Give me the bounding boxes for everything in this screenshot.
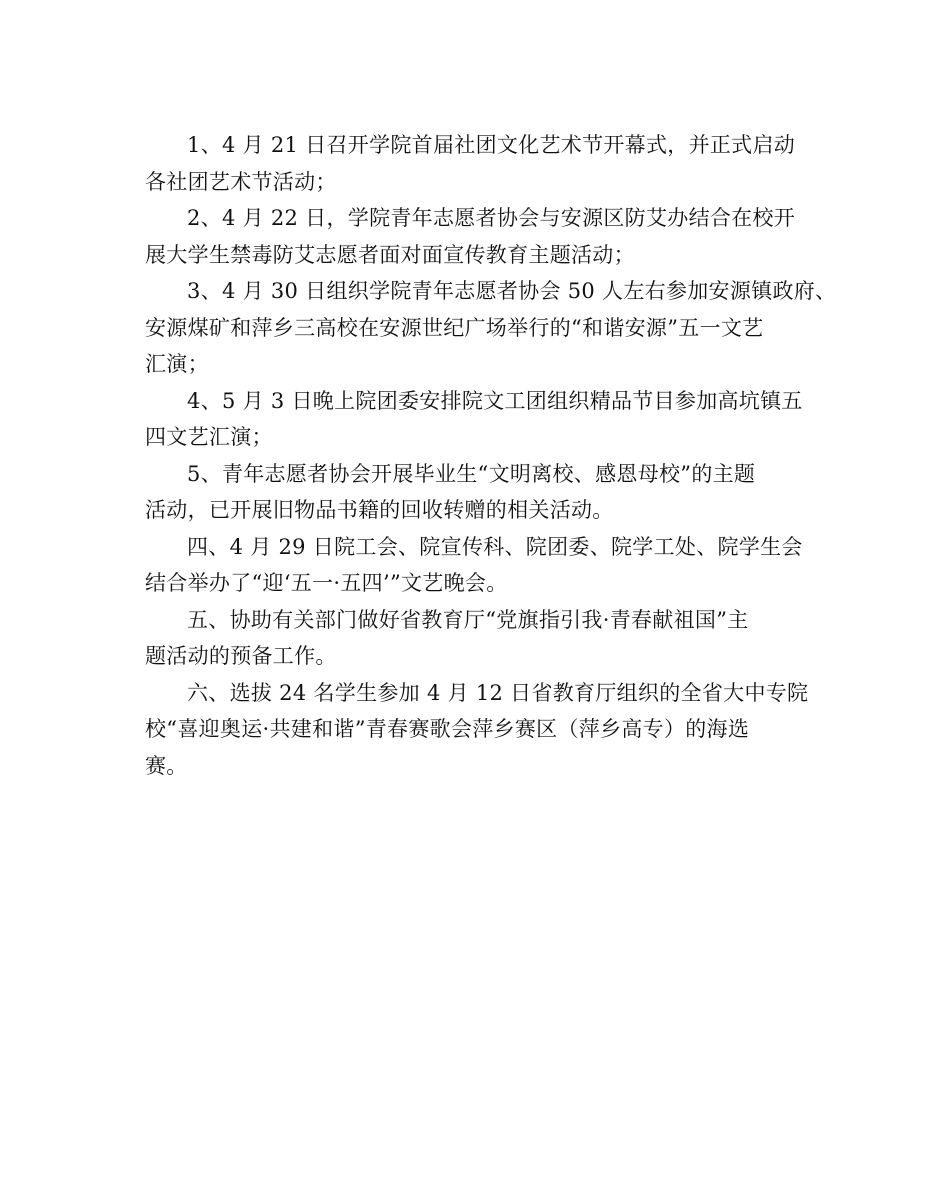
paragraph-activity-2 [145,200,805,273]
document-body [145,127,837,784]
paragraph-line: 5、青年志愿者协会开展毕业生“文明离校、感恩母校”的主题 [187,461,756,486]
paragraph-section-4 [145,529,805,602]
paragraph-line: 四文艺汇演； [145,425,273,449]
paragraph-activity-5 [145,456,805,529]
paragraph-line: 3、4 月 30 日组织学院青年志愿者协会 50 人左右参加安源镇政府、 [187,279,837,303]
paragraph-line: 赛。 [145,753,188,778]
paragraph-line: 校“喜迎奥运·共建和谐”青春赛歌会萍乡赛区（萍乡高专）的海选 [145,717,750,741]
paragraph-activity-1 [145,127,805,200]
paragraph-section-5 [145,602,805,675]
paragraph-activity-4 [145,383,805,456]
paragraph-line: 六、选拔 24 名学生参加 4 月 12 日省教育厅组织的全省大中专院 [187,680,809,705]
paragraph-activity-3 [145,273,837,383]
paragraph-line: 题活动的预备工作。 [145,644,337,668]
paragraph-line: 4、5 月 3 日晚上院团委安排院文工团组织精品节目参加高坑镇五 [187,388,803,413]
paragraph-line: 2、4 月 22 日，学院青年志愿者协会与安源区防艾办结合在校开 [187,206,796,230]
paragraph-section-6 [145,675,809,785]
paragraph-line: 结合举办了“迎‘五一·五四’”文艺晚会。 [145,571,508,595]
paragraph-line: 四、4 月 29 日院工会、院宣传科、院团委、院学工处、院学生会 [187,534,803,559]
paragraph-line: 五、协助有关部门做好省教育厅“党旗指引我·青春献祖国”主 [187,607,749,632]
paragraph-line: 1、4 月 21 日召开学院首届社团文化艺术节开幕式，并正式启动 [187,133,796,157]
paragraph-line: 各社团艺术节活动； [145,169,337,194]
paragraph-line: 汇演； [145,352,209,376]
paragraph-line: 活动，已开展旧物品书籍的回收转赠的相关活动。 [145,498,614,522]
paragraph-line: 展大学生禁毒防艾志愿者面对面宣传教育主题活动； [145,242,635,267]
paragraph-line: 安源煤矿和萍乡三高校在安源世纪广场举行的“和谐安源”五一文艺 [145,315,764,340]
